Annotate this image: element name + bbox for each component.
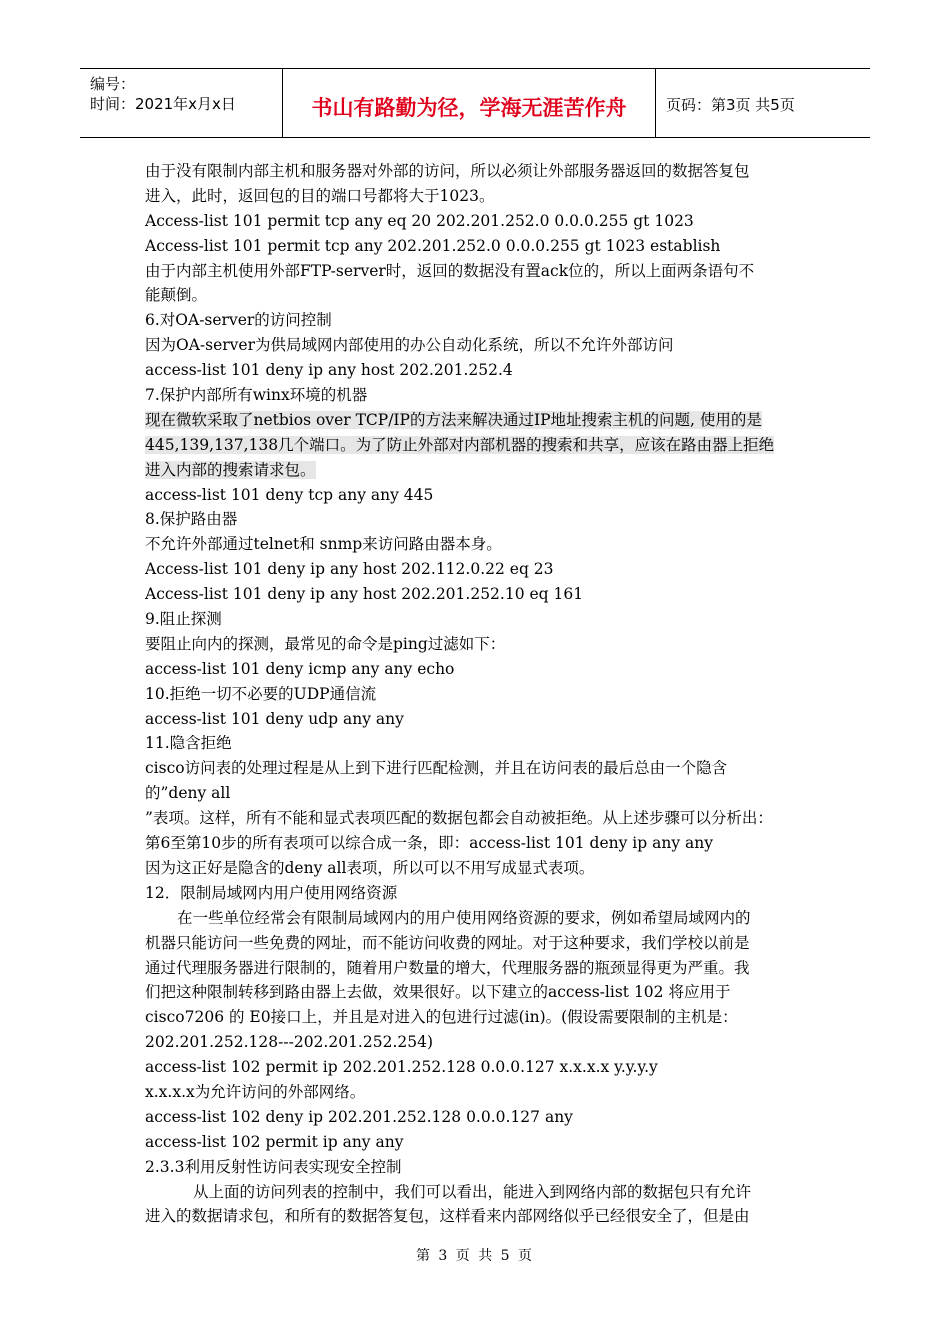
text-line: ”表项。这样，所有不能和显式表项匹配的数据包都会自动被拒绝。从上述步骤可以分析出： [145, 809, 773, 828]
text-line: 通过代理服务器进行限制的，随着用户数量的增大，代理服务器的瓶颈显得更为严重。我 [145, 958, 750, 977]
text-line: 的”deny all [145, 784, 231, 803]
header-motto: 书山有路勤为径，学海无涯苦作舟 [311, 96, 627, 120]
text-line: 因为OA-server为供局域网内部使用的办公自动化系统，所以不允许外部访问 [145, 336, 674, 355]
text-line: 能颠倒。 [145, 286, 208, 305]
highlight-span: 现在微软采取了netbios over TCP/IP的方法来解决通过IP地址搜索主机的问题, 使用的是 [145, 410, 762, 429]
text-line: 202.201.252.128---202.201.252.254) [145, 1033, 433, 1052]
code-line: access-list 101 deny tcp any any 445 [145, 485, 434, 504]
document-body [145, 159, 825, 1229]
highlight-span: 进入内部的搜索请求包。 [145, 460, 316, 479]
section-heading: 10.拒绝一切不必要的UDP通信流 [145, 684, 377, 703]
code-line: Access-list 101 deny ip any host 202.201.252.10 eq 161 [145, 585, 584, 604]
code-line: access-list 102 deny ip 202.201.252.128 0.0.0.127 any [145, 1107, 573, 1126]
document-date-label: 时间：2021年x月x日 [90, 95, 236, 113]
text-line: 第6至第10步的所有表项可以综合成一条，即：access-list 101 deny ip any any [145, 834, 713, 853]
section-heading: 9.阻止探测 [145, 610, 222, 629]
header-motto-cell [283, 69, 656, 137]
text-line: 要阻止向内的探测，最常见的命令是ping过滤如下： [145, 634, 506, 653]
page-header [80, 68, 870, 138]
highlighted-text-line [145, 408, 825, 433]
header-page-number: 页码：第3页 共5页 [666, 96, 795, 114]
code-line: access-list 101 deny ip any host 202.201.252.4 [145, 361, 513, 380]
highlighted-text-line [145, 458, 825, 483]
section-heading: 2.3.3利用反射性访问表实现安全控制 [145, 1157, 402, 1176]
section-heading: 11.隐含拒绝 [145, 734, 232, 753]
code-line: access-list 101 deny icmp any any echo [145, 659, 455, 678]
highlight-span: 445,139,137,138几个端口。为了防止外部对内部机器的搜索和共享，应该在路由器上拒绝 [145, 435, 775, 454]
code-line: Access-list 101 permit tcp any eq 20 202.201.252.0 0.0.0.255 gt 1023 [145, 211, 694, 230]
text-line: 在一些单位经常会有限制局域网内的用户使用网络资源的要求，例如希望局域网内的 [177, 908, 751, 927]
text-line: 因为这正好是隐含的deny all表项，所以可以不用写成显式表项。 [145, 858, 595, 877]
page-footer: 第 3 页 共 5 页 [415, 1248, 535, 1264]
code-line: Access-list 101 deny ip any host 202.112.0.22 eq 23 [145, 560, 554, 579]
text-line: cisco访问表的处理过程是从上到下进行匹配检测，并且在访问表的最后总由一个隐含 [145, 759, 728, 778]
highlighted-text-line [145, 433, 825, 458]
section-heading: 6.对OA-server的访问控制 [145, 311, 332, 330]
text-line: 不允许外部通过telnet和 snmp来访问路由器本身。 [145, 535, 502, 554]
text-line: cisco7206 的 E0接口上，并且是对进入的包进行过滤(in)。(假设需要限制的主机是： [145, 1008, 738, 1027]
section-heading: 7.保护内部所有winx环境的机器 [145, 386, 368, 405]
text-line: 们把这种限制转移到路由器上去做，效果很好。以下建立的access-list 102 将应用于 [145, 983, 731, 1002]
text-line: 进入，此时，返回包的目的端口号都将大于1023。 [145, 186, 495, 205]
code-line: access-list 101 deny udp any any [145, 709, 404, 728]
text-line: 机器只能访问一些免费的网址，而不能访问收费的网址。对于这种要求，我们学校以前是 [145, 933, 750, 952]
text-line: 进入的数据请求包，和所有的数据答复包，这样看来内部网络似乎已经很安全了，但是由 [145, 1207, 750, 1226]
text-line: 由于没有限制内部主机和服务器对外部的访问，所以必须让外部服务器返回的数据答复包 [145, 162, 750, 180]
code-line: Access-list 101 permit tcp any 202.201.252.0 0.0.0.255 gt 1023 establish [145, 236, 721, 255]
text-line: 由于内部主机使用外部FTP-server时，返回的数据没有置ack位的，所以上面两条语句不 [145, 261, 755, 280]
header-page-cell [656, 69, 870, 137]
section-heading: 8.保护路由器 [145, 510, 238, 529]
section-heading: 12．限制局域网内用户使用网络资源 [145, 883, 398, 902]
code-line: access-list 102 permit ip any any [145, 1132, 404, 1151]
code-line: access-list 102 permit ip 202.201.252.128 0.0.0.127 x.x.x.x y.y.y.y [145, 1058, 658, 1077]
text-line: x.x.x.x为允许访问的外部网络。 [145, 1082, 366, 1101]
header-info-cell [80, 69, 283, 137]
text-line: 从上面的访问列表的控制中，我们可以看出，能进入到网络内部的数据包只有允许 [193, 1182, 752, 1201]
document-number-label: 编号： [90, 75, 136, 93]
